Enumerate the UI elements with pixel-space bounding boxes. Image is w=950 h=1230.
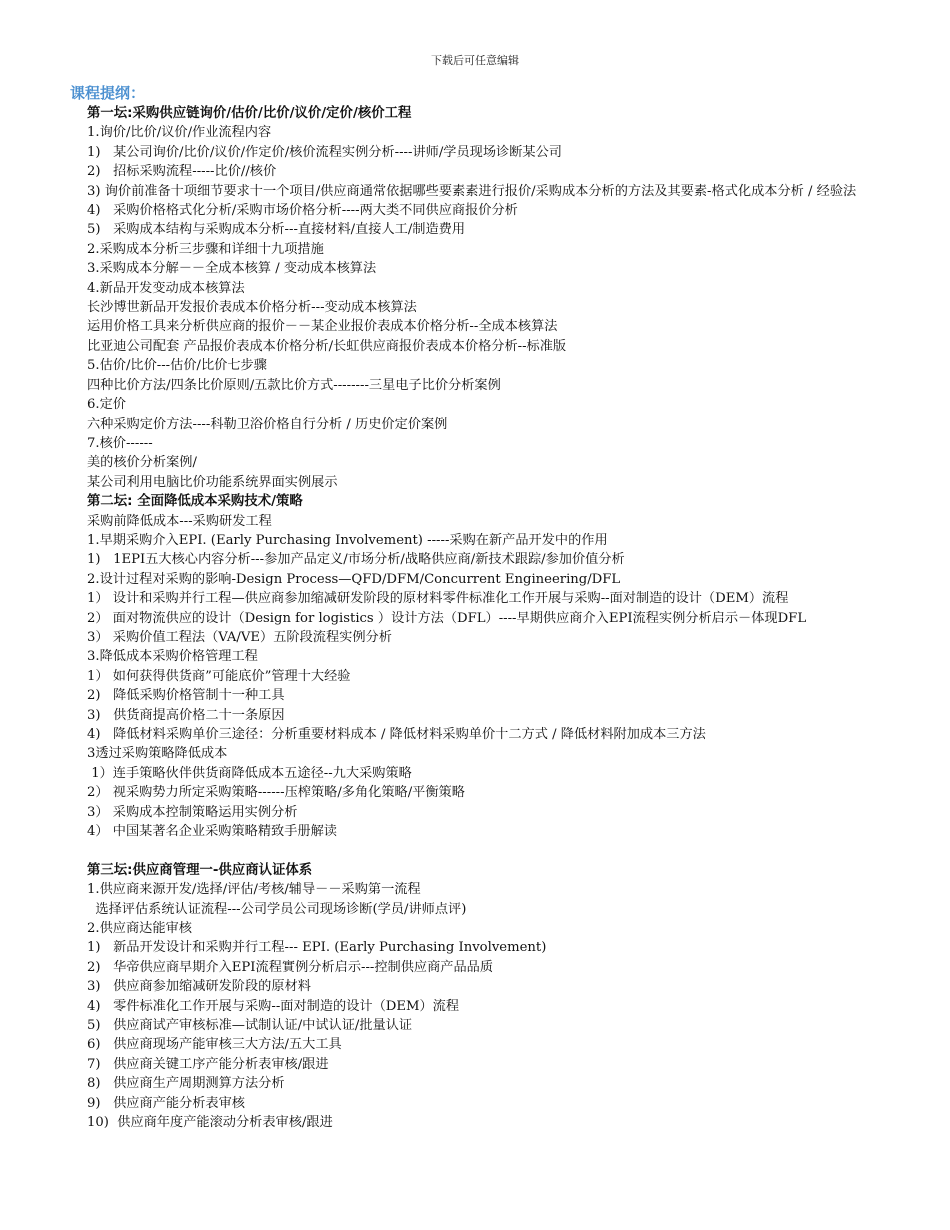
outline-line: 采购前降低成本---采购研发工程 — [87, 513, 272, 529]
outline-line: 比亚迪公司配套 产品报价表成本价格分析/长虹供应商报价表成本价格分析--标准版 — [87, 338, 567, 354]
outline-line: 1）连手策略伙伴供货商降低成本五途径--九大采购策略 — [87, 765, 412, 781]
outline-line: 3) 供货商提高价格二十一条原因 — [87, 707, 285, 723]
section-heading: 第二坛: 全面降低成本采购技术/策略 — [87, 494, 303, 510]
outline-line: 4) 采购价格格式化分析/采购市场价格分析----两大类不同供应商报价分析 — [87, 203, 518, 219]
outline-title: 课程提纲： — [70, 84, 146, 102]
outline-line: 10) 供应商年度产能滚动分析表审核/跟进 — [87, 1115, 333, 1131]
outline-line: 5) 供应商试产审核标准—试制认证/中试认证/批量认证 — [87, 1018, 413, 1034]
outline-line: 2.供应商达能审核 — [87, 921, 192, 937]
outline-line: 5.估价/比价---估价/比价七步骤 — [87, 358, 267, 374]
section-heading: 第三坛:供应商管理一-供应商认证体系 — [87, 862, 313, 878]
page-header: 下载后可任意编辑 — [431, 54, 519, 67]
outline-line: 1) 新品开发设计和采购并行工程--- EPI. (Early Purchasing Involvement) — [87, 940, 547, 956]
outline-line: 3.采购成本分解－－全成本核算 / 变动成本核算法 — [87, 261, 377, 277]
outline-line: 3） 采购成本控制策略运用实例分析 — [87, 804, 298, 820]
outline-line: 1） 设计和采购并行工程—供应商参加缩减研发阶段的原材料零件标准化工作开展与采购--面对制造的设计（DEM）流程 — [87, 591, 789, 607]
document-body — [70, 82, 920, 1133]
outline-line: 9) 供应商产能分析表审核 — [87, 1095, 245, 1111]
outline-line: 4） 中国某著名企业采购策略精致手册解读 — [87, 824, 337, 840]
outline-line: 1.询价/比价/议价/作业流程内容 — [87, 125, 272, 141]
outline-line: 8) 供应商生产周期测算方法分析 — [87, 1076, 285, 1092]
outline-line: 4) 零件标准化工作开展与采购--面对制造的设计（DEM）流程 — [87, 998, 460, 1014]
outline-line: 六种采购定价方法----科勒卫浴价格自行分析 / 历史价定价案例 — [87, 416, 448, 432]
outline-line: 4) 降低材料采购单价三途径：分析重要材料成本 / 降低材料采购单价十二方式 / 降低材料附加成本三方法 — [87, 727, 706, 742]
outline-line: 2) 华帝供应商早期介入EPI流程實例分析启示---控制供应商产品品质 — [87, 959, 494, 975]
outline-line: 2） 面对物流供应的设计（Design for logistics ）设计方法（DFL）----早期供应商介入EPI流程实例分析启示－体现DFL — [87, 610, 807, 626]
outline-line: 6.定价 — [87, 397, 126, 413]
outline-line: 选择评估系统认证流程---公司学员公司现场诊断(学员/讲师点评) — [87, 901, 467, 917]
outline-line: 3） 采购价值工程法（VA/VE）五阶段流程实例分析 — [87, 629, 392, 645]
outline-line: 美的核价分析案例/ — [87, 455, 197, 471]
outline-line: 3) 供应商参加缩减研发阶段的原材料 — [87, 979, 311, 995]
outline-line: 3) 询价前准备十项细节要求十一个项目/供应商通常依据哪些要素素进行报价/采购成本分析的方法及其要素-格式化成本分析 / 经验法 — [87, 183, 857, 199]
outline-line: 1） 如何获得供货商”可能底价”管理十大经验 — [87, 668, 351, 684]
outline-line — [87, 841, 920, 860]
outline-line: 2） 视采购势力所定采购策略------压榨策略/多角化策略/平衡策略 — [87, 785, 465, 801]
outline-line: 1.早期采购介入EPI. (Early Purchasing Involvement) -----采购在新产品开发中的作用 — [87, 532, 608, 548]
outline-line: 3透过采购策略降低成本 — [87, 746, 228, 762]
outline-line: 6) 供应商现场产能审核三大方法/五大工具 — [87, 1037, 342, 1053]
outline-line: 2.设计过程对采购的影响-Design Process—QFD/DFM/Concurrent Engineering/DFL — [87, 571, 621, 587]
section-heading: 第一坛:采购供应链询价/估价/比价/议价/定价/核价工程 — [87, 106, 412, 121]
outline-line: 2.采购成本分析三步骤和详细十九项措施 — [87, 241, 324, 257]
outline-line: 5) 采购成本结构与采购成本分析---直接材料/直接人工/制造费用 — [87, 222, 466, 238]
outline-line: 1) 某公司询价/比价/议价/作定价/核价流程实例分析----讲师/学员现场诊断某公司 — [87, 144, 562, 160]
outline-lines — [87, 104, 920, 1133]
outline-line: 1) 1EPI五大核心内容分析---参加产品定义/市场分析/战略供应商/新技术跟踪/参加价值分析 — [87, 552, 625, 568]
outline-line: 1.供应商来源开发/选择/评估/考核/辅导－－采购第一流程 — [87, 882, 421, 898]
outline-line: 2) 降低采购价格管制十一种工具 — [87, 688, 285, 704]
outline-line: 7.核价------ — [87, 435, 153, 451]
outline-line: 4.新品开发变动成本核算法 — [87, 280, 245, 296]
outline-line: 3.降低成本采购价格管理工程 — [87, 649, 258, 665]
outline-line: 2) 招标采购流程-----比价//核价 — [87, 164, 277, 180]
outline-line: 7) 供应商关键工序产能分析表审核/跟进 — [87, 1056, 329, 1072]
outline-line: 长沙博世新品开发报价表成本价格分析---变动成本核算法 — [87, 300, 417, 316]
outline-line: 四种比价方法/四条比价原则/五款比价方式--------三星电子比价分析案例 — [87, 377, 501, 393]
outline-line: 某公司利用电脑比价功能系统界面实例展示 — [87, 474, 338, 490]
outline-line: 运用价格工具来分析供应商的报价－－某企业报价表成本价格分析--全成本核算法 — [87, 319, 558, 335]
